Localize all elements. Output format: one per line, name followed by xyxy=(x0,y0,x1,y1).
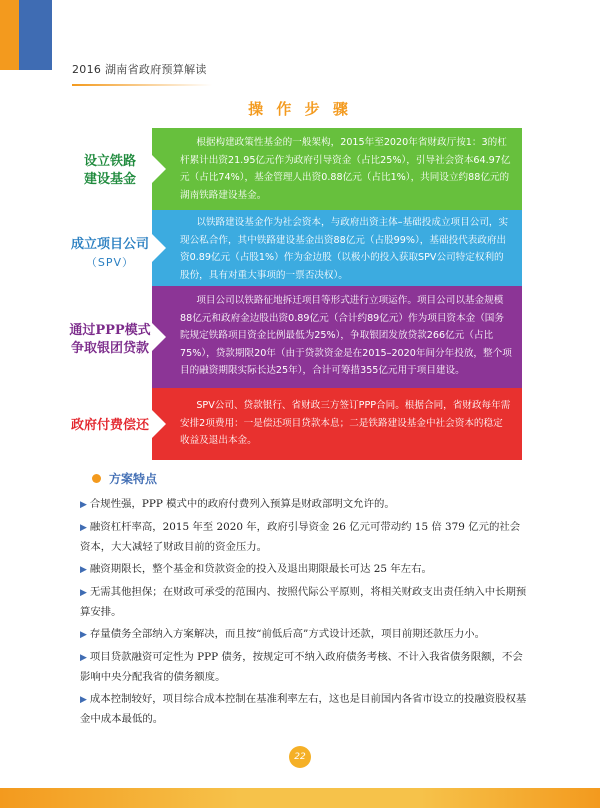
triangle-bullet-icon: ▶ xyxy=(80,523,87,533)
step-box-3 xyxy=(152,286,522,388)
feature-text: 项目贷款融资可定性为 PPP 债务，按规定可不纳入政府债务考核、不计入我省债务限额，不会影响中央分配我省的债务额度。 xyxy=(80,651,523,683)
feature-item xyxy=(80,560,530,580)
section-title: 操 作 步 骤 xyxy=(248,100,352,118)
step-text: 根据构建政策性基金的一般架构，2015年至2020年省财政厅按1：3的杠杆累计出资21.95亿元作为政府引导资金（占比25%），引导社会资本64.97亿元（占比74%），基金管理人出资0.88亿元（占比1%），共同设立约88亿元的湖南铁路建设基金。 xyxy=(180,137,511,201)
step-label-2 xyxy=(58,236,162,272)
triangle-bullet-icon: ▶ xyxy=(80,653,87,663)
feature-item xyxy=(80,690,530,729)
step-box-2 xyxy=(152,210,522,286)
step-label-line: 政府付费偿还 xyxy=(70,418,149,433)
step-text: SPV公司、贷款银行、省财政三方签订PPP合同。根据合同，省财政每年需安排2项费用：一是偿还项目贷款本息；二是铁路建设基金中社会资本的稳定收益及退出本金。 xyxy=(180,400,511,446)
triangle-bullet-icon: ▶ xyxy=(80,630,87,640)
triangle-bullet-icon: ▶ xyxy=(80,588,87,598)
feature-text: 成本控制较好，项目综合成本控制在基准利率左右，这也是目前国内各省市设立的投融资股权基金中成本最低的。 xyxy=(80,693,527,725)
feature-item xyxy=(80,648,530,687)
step-text: 项目公司以铁路征地拆迁项目等形式进行立项运作。项目公司以基金规模88亿元和政府金边股出资0.89亿元（合计约89亿元）作为项目资本金（国务院规定铁路项目资金比例最低为25%），争取银团发放贷款266亿元（占比75%），贷款期限20年（由于贷款资金是在2015–2020年间分年投放，整个项目的融资期限实际长达25年），合计可筹措355亿元用于项目建设。 xyxy=(180,295,512,376)
step-label-line: 成立项目公司 xyxy=(70,237,149,252)
page-number: 22 xyxy=(289,746,311,768)
features-heading xyxy=(92,470,157,487)
feature-item xyxy=(80,583,530,622)
triangle-bullet-icon: ▶ xyxy=(80,695,87,705)
orange-dot-icon xyxy=(92,474,101,483)
header-decor-blue xyxy=(19,0,52,70)
step-label-line: 争取银团贷款 xyxy=(70,341,149,356)
step-label-line: （SPV） xyxy=(85,256,135,269)
page-header-title: 2016 湖南省政府预算解读 xyxy=(72,63,207,76)
feature-text: 融资期限长，整个基金和贷款资金的投入及退出期限最长可达 25 年左右。 xyxy=(89,563,432,575)
features-list xyxy=(80,495,530,732)
step-label-3 xyxy=(58,322,162,358)
step-box-4 xyxy=(152,388,522,460)
step-label-4 xyxy=(58,417,162,435)
triangle-bullet-icon: ▶ xyxy=(80,500,87,510)
header-decor-orange xyxy=(0,0,19,70)
feature-text: 合规性强，PPP 模式中的政府付费列入预算是财政部明文允许的。 xyxy=(89,498,395,510)
step-label-line: 设立铁路 xyxy=(83,154,136,169)
step-label-line: 建设基金 xyxy=(83,172,136,187)
triangle-bullet-icon: ▶ xyxy=(80,565,87,575)
feature-item xyxy=(80,495,530,515)
step-label-line: 通过PPP模式 xyxy=(69,323,151,338)
footer-stripe xyxy=(0,788,600,808)
feature-item xyxy=(80,518,530,557)
header-divider xyxy=(72,84,212,86)
feature-text: 无需其他担保；在财政可承受的范围内、按照代际公平原则，将相关财政支出责任纳入中长期预算安排。 xyxy=(80,586,527,618)
step-box-1 xyxy=(152,128,522,210)
step-text: 以铁路建设基金作为社会资本，与政府出资主体–基础投成立项目公司，实现公私合作，其中铁路建设基金出资88亿元（占股99%），基础投代表政府出资0.89亿元（占股1%）作为金边股（以极小的投入获取SPV公司特定权利的股份，具有对重大事项的一票否决权）。 xyxy=(180,217,509,281)
feature-text: 融资杠杆率高，2015 年至 2020 年，政府引导资金 26 亿元可带动约 15 倍 379 亿元的社会资本，大大减轻了财政目前的资金压力。 xyxy=(80,521,521,553)
step-label-1 xyxy=(58,153,162,189)
features-title: 方案特点 xyxy=(109,472,158,486)
feature-item xyxy=(80,625,530,645)
feature-text: 存量债务全部纳入方案解决，而且按“前低后高”方式设计还款，项目前期还款压力小。 xyxy=(89,628,485,640)
